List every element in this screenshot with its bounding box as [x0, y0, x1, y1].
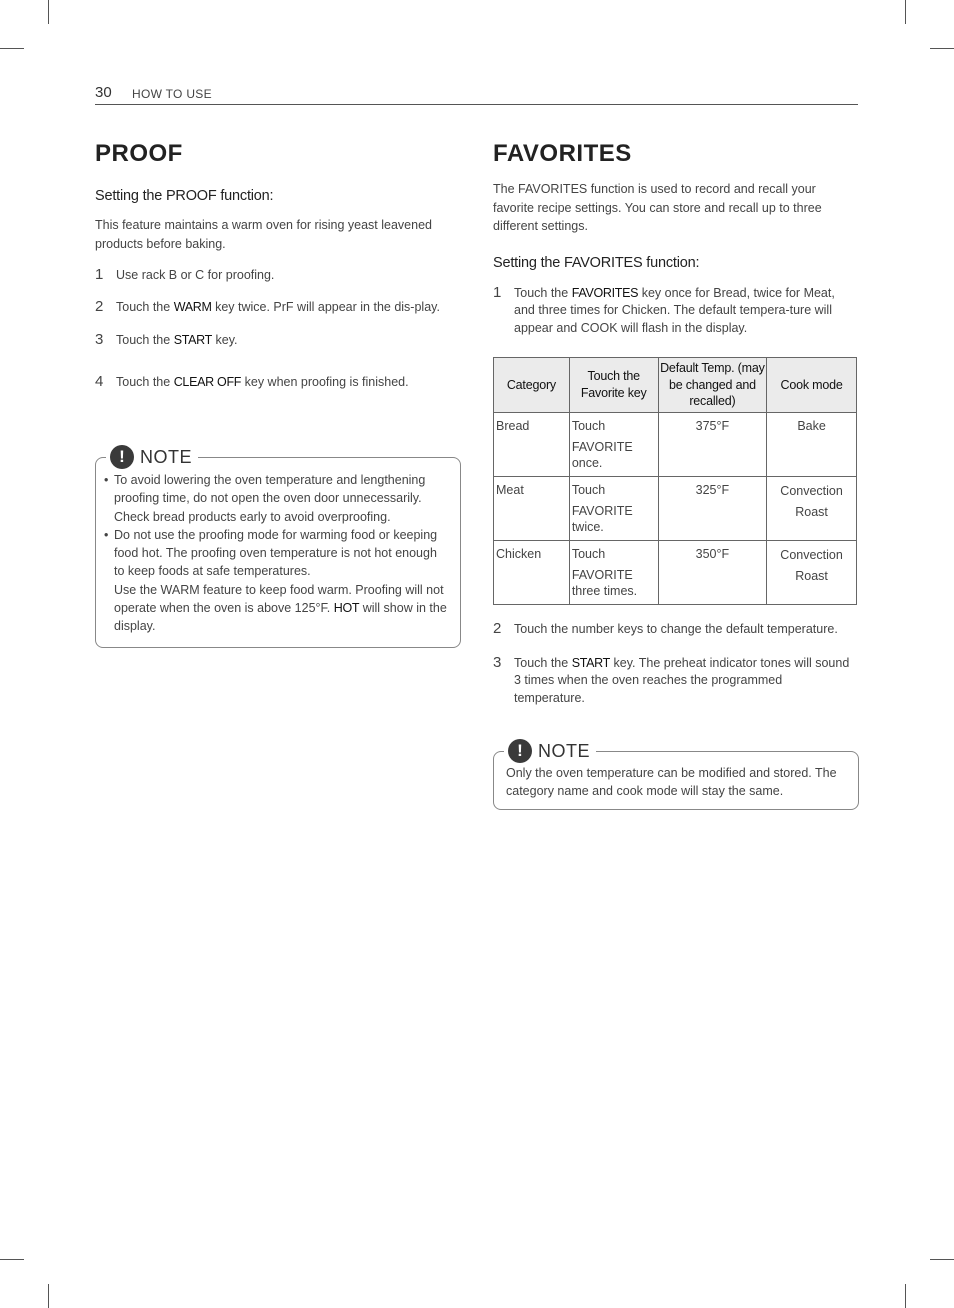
category-cell: Meat — [494, 476, 570, 540]
step-text: Touch the — [514, 655, 572, 670]
proof-title: PROOF — [95, 140, 183, 167]
note-body — [104, 471, 450, 636]
crop-mark — [905, 1284, 906, 1308]
touch-label: Touch — [571, 546, 606, 561]
crop-mark — [905, 0, 906, 24]
step-text: key. — [212, 333, 238, 347]
step-text: Touch the — [116, 333, 174, 347]
step-text: key twice. PrF will appear in the dis-play. — [211, 299, 440, 314]
step-number: 1 — [95, 266, 104, 283]
proof-step-3 — [95, 332, 461, 350]
note-bullet: • To avoid lowering the oven temperature and lengthening proofing time, do not open the oven door unnecessarily. Check bread products early to avoid overproofing. — [104, 471, 450, 526]
hot-label: HOT — [333, 601, 360, 616]
proof-intro: This feature maintains a warm oven for rising yeast leavened products before baking. — [95, 218, 432, 251]
note-bullet — [104, 526, 450, 636]
step-text: Touch the number keys to change the default temperature. — [514, 622, 838, 636]
proof-steps — [95, 267, 461, 391]
favorites-step-3 — [493, 655, 853, 708]
temp-cell: 325°F — [658, 476, 767, 540]
favorites-step-1 — [493, 285, 859, 338]
proof-step-1 — [95, 267, 461, 285]
step-text: key once for Bread, twice for Meat, and three times for Chicken. The default tempera-ture will appear and COOK will flash in the display. — [514, 285, 835, 335]
step-text: key. The preheat indicator tones will sound 3 times when the oven reaches the programmed temperature. — [514, 655, 850, 705]
start-key-label: START — [173, 333, 213, 347]
proof-step-4 — [95, 374, 461, 392]
favorites-step-1-wrap — [493, 285, 859, 338]
step-text: Touch the — [116, 299, 174, 314]
note-title: NOTE — [140, 446, 193, 467]
note-text: Use the WARM feature to keep food warm. Proofing will not operate when the oven is above 125°F. — [114, 582, 444, 616]
favorites-table — [493, 357, 857, 605]
favorites-section — [493, 140, 859, 337]
step-number: 1 — [493, 283, 502, 301]
temp-cell: 350°F — [658, 540, 767, 604]
step-number: 2 — [95, 297, 104, 315]
step-number: 3 — [493, 653, 502, 671]
exclamation-icon: ! — [508, 739, 532, 763]
column-header: Default Temp. (may be changed and recalled) — [658, 358, 767, 413]
table-row — [494, 540, 857, 604]
step-number: 2 — [493, 620, 502, 637]
category-cell: Bread — [494, 412, 570, 476]
favorites-intro: The FAVORITES function is used to record and recall your favorite recipe settings. You can store and recall up to three different settings. — [493, 182, 822, 233]
table-row — [494, 412, 857, 476]
touch-label: Touch — [571, 482, 606, 497]
crop-mark — [930, 1259, 954, 1260]
proof-step-2 — [95, 299, 461, 317]
mode-cell: Bake — [767, 412, 857, 476]
table-row — [494, 476, 857, 540]
proof-subtitle: Setting the PROOF function: — [95, 188, 274, 204]
step-text: Touch the — [116, 374, 174, 389]
note-text: will show in the display. — [114, 601, 447, 634]
mode-cell: Convection Roast — [767, 476, 857, 540]
favorites-steps-lower — [493, 621, 853, 707]
crop-mark — [48, 0, 49, 24]
step-number: 4 — [95, 372, 104, 390]
note-text: Do not use the proofing mode for warming food or keeping food hot. The proofing oven temperature is not hot enough to keep foods at safe temperatures. — [114, 527, 438, 579]
proof-note-box — [95, 446, 461, 648]
proof-section — [95, 140, 461, 391]
temp-cell: 375°F — [658, 412, 767, 476]
table-header-row — [494, 358, 857, 413]
note-header — [504, 738, 596, 764]
column-header: Category — [494, 358, 570, 413]
favorites-step-2 — [493, 621, 853, 639]
crop-mark — [0, 48, 24, 49]
step-text: Touch the — [514, 285, 572, 300]
touch-cell — [569, 412, 658, 476]
favorites-subtitle: Setting the FAVORITES function: — [493, 254, 700, 271]
step-text: Use rack B or C for proofing. — [116, 268, 275, 282]
note-title: NOTE — [538, 740, 591, 761]
clear-off-key-label: CLEAR OFF — [173, 374, 242, 389]
warm-key-label: WARM — [173, 299, 212, 314]
mode-cell: Convection Roast — [767, 540, 857, 604]
favorites-title: FAVORITES — [493, 140, 632, 167]
favorites-key-label: FAVORITES — [571, 285, 639, 300]
touch-detail: FAVORITE twice. — [571, 503, 633, 534]
page-number: 30 — [95, 84, 112, 101]
step-text: key when proofing is finished. — [241, 374, 409, 389]
category-cell: Chicken — [494, 540, 570, 604]
page-header — [95, 84, 858, 105]
crop-mark — [0, 1259, 24, 1260]
touch-label: Touch — [571, 418, 606, 433]
favorites-note-box — [493, 740, 859, 810]
note-header — [106, 444, 198, 470]
crop-mark — [930, 48, 954, 49]
exclamation-icon: ! — [110, 445, 134, 469]
touch-detail: FAVORITE once. — [571, 439, 633, 470]
crop-mark — [48, 1284, 49, 1308]
column-header: Touch the Favorite key — [569, 358, 658, 413]
column-header: Cook mode — [767, 358, 857, 413]
section-label: HOW TO USE — [132, 87, 212, 101]
note-body: Only the oven temperature can be modified and stored. The category name and cook mode will stay the same. — [506, 766, 837, 799]
touch-cell — [569, 476, 658, 540]
step-number: 3 — [95, 331, 104, 348]
start-key-label: START — [571, 655, 611, 670]
touch-detail: FAVORITE three times. — [571, 567, 638, 598]
touch-cell — [569, 540, 658, 604]
